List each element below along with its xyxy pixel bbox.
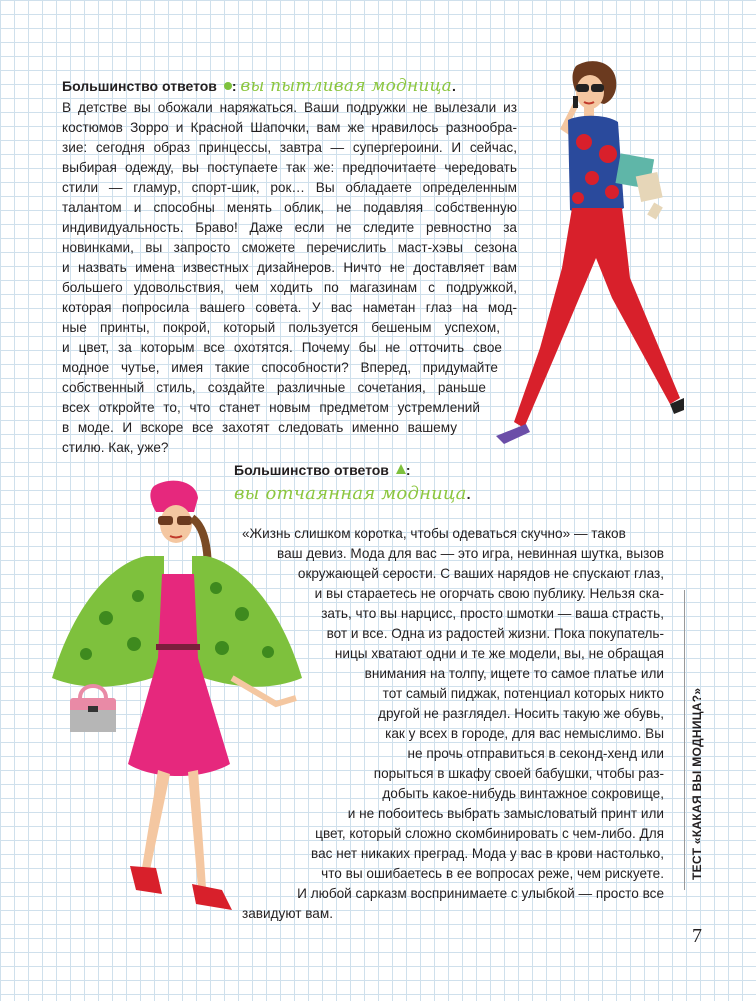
body-line: костюмов Зорро и Красной Шапочки, вам же нравилось разнообра- [62, 120, 517, 135]
body-line: ницы хватают одни и те же модели, вы, не обращая [334, 646, 664, 661]
body-line: всех откройте то, что станет новым предметом устремлений [62, 400, 480, 415]
body-line: и назвать имена известных дизайнеров. Ничто не доставляет вам [62, 260, 517, 275]
fashion-illustration-red-pants [484, 58, 684, 450]
body-line: талантом и способны менять облик, не подавляя собственную [62, 200, 517, 215]
section-body [62, 98, 517, 458]
body-line: порыться в шкафу своей бабушки, чтобы раз- [373, 766, 664, 781]
heading-colon: : [405, 462, 411, 478]
body-line: и не побоитесь выбрать замысловатый принт или [347, 806, 664, 821]
body-line: в моде. И вскоре все захотят следовать именно вашему [62, 420, 457, 435]
heading-result: вы пытливая модница [240, 76, 452, 96]
body-line: добыть какое-нибудь винтажное сокровище, [382, 786, 664, 801]
heading-prefix: Большинство ответов [234, 462, 393, 478]
body-line: вот и все. Одна из радостей жизни. Пока покупатель- [326, 626, 664, 641]
body-line: тот самый пиджак, потенциал которых никто [382, 686, 664, 701]
body-line: окружающей серости. С ваших нарядов не спускают глаз, [297, 566, 664, 581]
section-heading [62, 76, 517, 96]
chapter-side-label: ТЕСТ «КАКАЯ ВЫ МОДНИЦА?» [690, 687, 704, 880]
body-line: стилю. Как, уже? [62, 440, 169, 455]
body-line: стили — гламур, спорт-шик, рок… Вы обладаете определенным [62, 180, 517, 195]
heading-prefix: Большинство ответов [62, 78, 221, 94]
body-line: «Жизнь слишком коротка, чтобы одеваться скучно» — таков [242, 526, 626, 541]
body-line: и цвет, за которым все охотятся. Почему бы не отточить свое [62, 340, 502, 355]
heading-end: . [451, 78, 456, 94]
body-line: модное чутье, имея такие способности? Вперед, придумайте [62, 360, 498, 375]
body-line: собственный стиль, создайте различные сочетания, раньше [62, 380, 486, 395]
page-number: 7 [692, 925, 702, 947]
body-line: вас нет никаких преград. Мода у вас в крови настолько, [311, 846, 664, 861]
body-line: завидуют вам. [242, 906, 333, 921]
body-line: другой не разглядел. Носить такую же обувь, [378, 706, 664, 721]
body-line: индивидуальность. Браво! Даже если не следите ревностно за [62, 220, 517, 235]
body-line: выбирая одежду, вы поступаете так же: предпочитаете чередовать [62, 160, 517, 175]
fashion-illustration-green-cape [46, 478, 316, 928]
circle-marker-icon [224, 82, 232, 90]
body-line: ваш девиз. Мода для вас — это игра, невинная шутка, вызов [277, 546, 664, 561]
body-line: зие: сегодня образ принцессы, завтра — супергероини. И сейчас, [62, 140, 517, 155]
triangle-marker-icon [396, 464, 406, 474]
body-line: как у всех в городе, для вас немыслимо. Вы [385, 726, 664, 741]
body-line: И любой сарказм воспринимаете с улыбкой — просто все [297, 886, 664, 901]
body-line: что вы ошибаетесь в ее вопросах реже, чем рискуете. [321, 866, 664, 881]
result-section-circle [62, 76, 517, 458]
body-line: ные принты, покрой, который пользуется бешеным успехом, [62, 320, 500, 335]
body-line: новинками, вы запросто сможете перечислить маст-хэвы сезона [62, 240, 517, 255]
body-line: и вы стараетесь не огорчать свою публику. Нельзя ска- [314, 586, 664, 601]
body-line: внимания на толпу, ищете то самое платье или [364, 666, 664, 681]
body-line: цвет, который сложно скомбинировать с чем-либо. Для [315, 826, 664, 841]
body-line: зать, что вы нарцисс, просто шмотки — ваша страсть, [321, 606, 664, 621]
section-heading [234, 460, 471, 480]
heading-colon: : [231, 78, 241, 94]
heading-result: вы отчаянная модница [234, 483, 467, 504]
body-line: В детстве вы обожали наряжаться. Ваши подружки не вылезали из [62, 100, 517, 115]
heading-end: . [466, 486, 471, 502]
side-rule [684, 590, 685, 890]
body-line: большего удовольствия, чем ходить по магазинам с подружкой, [62, 280, 517, 295]
body-line: не прочь отправиться в секонд-хенд или [407, 746, 664, 761]
body-line: которая попросила вашего совета. У вас наметан глаз на мод- [62, 300, 517, 315]
